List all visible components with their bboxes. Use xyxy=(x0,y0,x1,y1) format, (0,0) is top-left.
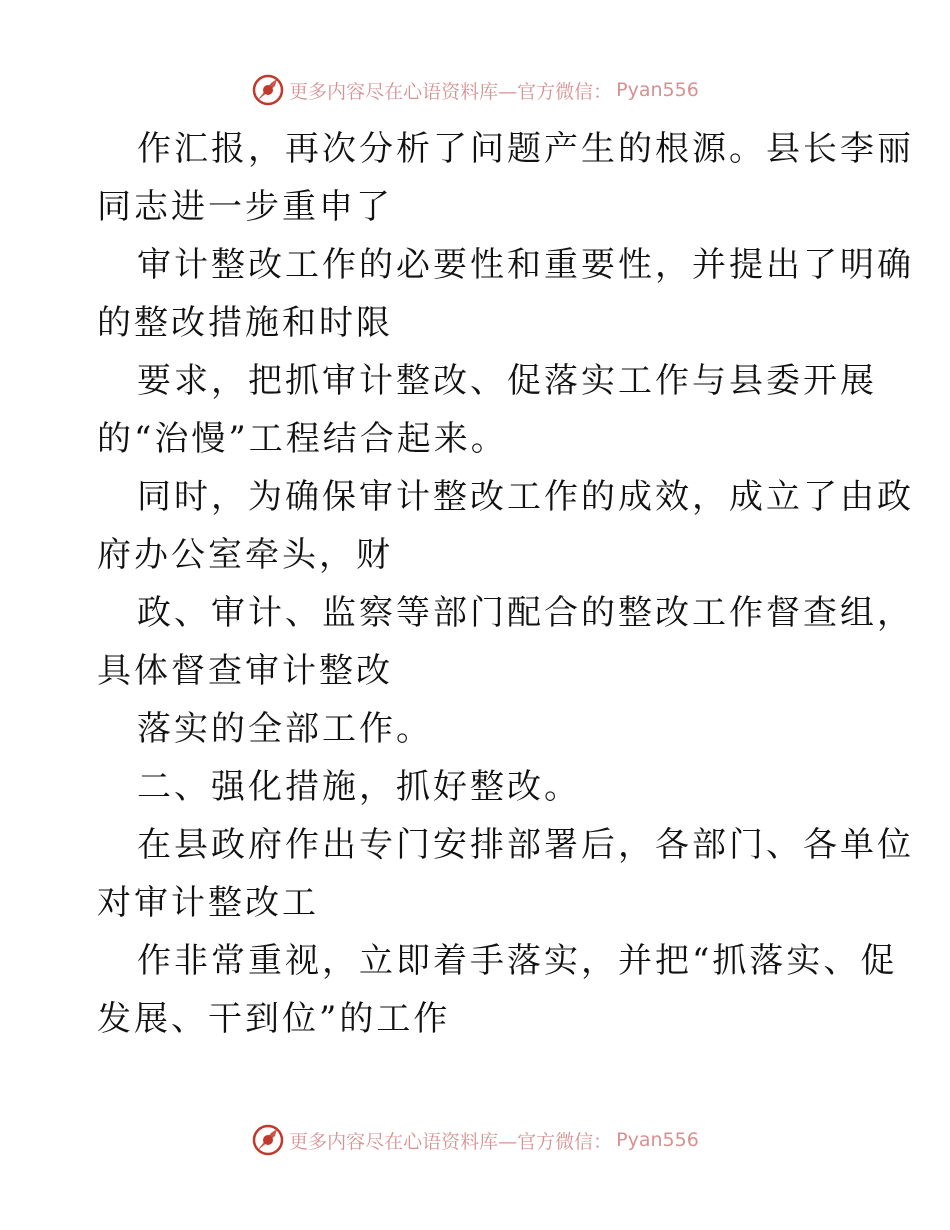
text-line: 发展、干到位”的工作 xyxy=(97,999,451,1039)
document-body xyxy=(97,120,914,1048)
text-line: 二、强化措施，抓好整改。 xyxy=(137,767,581,807)
text-line: 府办公室牵头，财 xyxy=(97,535,393,575)
text-line: 审计整改工作的必要性和重要性，并提出了明确 xyxy=(137,245,914,285)
quill-logo-icon xyxy=(251,1123,285,1157)
text-line: 作汇报，再次分析了问题产生的根源。县长李丽 xyxy=(137,129,914,169)
text-line: 具体督查审计整改 xyxy=(97,651,393,691)
text-line: 同志进一步重申了 xyxy=(97,187,393,227)
text-line: 政、审计、监察等部门配合的整改工作督查组， xyxy=(137,593,914,633)
footer-promo-text: 更多内容尽在心语资料库—官方微信： xyxy=(289,1130,613,1153)
text-line: 要求，把抓审计整改、促落实工作与县委开展 xyxy=(137,361,877,401)
text-line: 同时，为确保审计整改工作的成效，成立了由政 xyxy=(137,477,914,517)
header-banner xyxy=(0,70,950,110)
text-line: 的整改措施和时限 xyxy=(97,303,393,343)
header-promo-text: 更多内容尽在心语资料库—官方微信： xyxy=(289,80,613,103)
text-line: 作非常重视，立即着手落实，并把“抓落实、促 xyxy=(137,941,898,981)
text-line: 在县政府作出专门安排部署后，各部门、各单位 xyxy=(137,825,914,865)
footer-wechat-id: Pyan556 xyxy=(616,1129,699,1151)
quill-logo-icon xyxy=(251,73,285,107)
text-line: 落实的全部工作。 xyxy=(137,709,433,749)
text-line: 对审计整改工 xyxy=(97,883,319,923)
header-wechat-id: Pyan556 xyxy=(616,79,699,101)
footer-banner xyxy=(0,1120,950,1160)
text-line: 的“治慢”工程结合起来。 xyxy=(97,419,508,459)
